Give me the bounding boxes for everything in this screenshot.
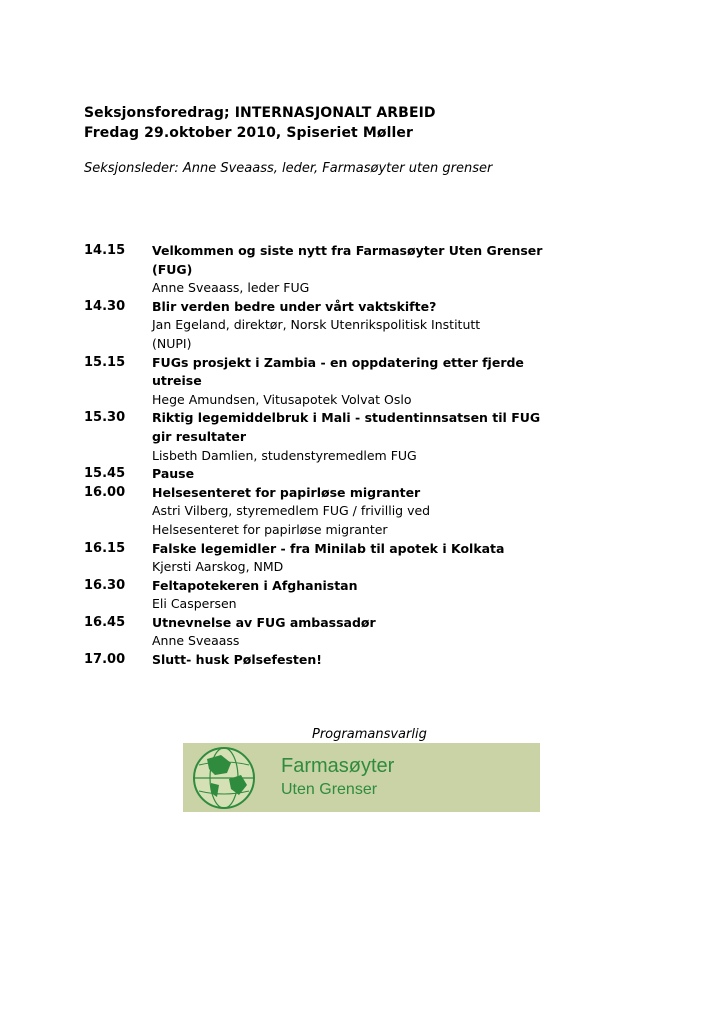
schedule-content: [152, 354, 552, 410]
schedule-content: [152, 540, 552, 577]
schedule-time: 15.30: [84, 410, 126, 426]
schedule-speaker: Lisbeth Damlien, studenstyremedlem FUG: [152, 447, 417, 463]
schedule-speaker: Anne Sveaass: [152, 633, 240, 649]
schedule-speaker: Hege Amundsen, Vitusapotek Volvat Oslo: [152, 391, 412, 407]
sponsor-label: Programansvarlig: [312, 727, 427, 742]
schedule-content: [152, 484, 552, 540]
schedule-list: [84, 242, 644, 670]
schedule-title: gir resultater: [152, 428, 247, 444]
sponsor-logo: [183, 743, 540, 812]
schedule-time: 14.15: [84, 243, 126, 258]
schedule-row: [84, 484, 644, 540]
schedule-content: [152, 298, 552, 354]
schedule-title: Blir verden bedre under vårt vaktskifte?: [152, 298, 437, 314]
schedule-content: [152, 651, 552, 670]
section-leader: Seksjonsleder: Anne Sveaass, leder, Farmasøyter uten grenser: [84, 161, 493, 176]
schedule-row: [84, 298, 644, 354]
schedule-content: [152, 577, 552, 614]
schedule-time: 14.30: [84, 298, 126, 314]
logo-name-line1: Farmasøyter: [281, 755, 395, 777]
schedule-row: [84, 354, 644, 410]
schedule-title: Feltapotekeren i Afghanistan: [152, 577, 358, 593]
schedule-time: 17.00: [84, 652, 126, 668]
schedule-time: 15.15: [84, 354, 126, 370]
schedule-time: 16.30: [84, 577, 126, 593]
document-header: [84, 103, 436, 143]
schedule-title: Slutt- husk Pølsefesten!: [152, 652, 322, 668]
schedule-title: utreise: [152, 373, 202, 389]
schedule-title: Utnevnelse av FUG ambassadør: [152, 614, 376, 630]
schedule-title: (FUG): [152, 261, 193, 277]
schedule-time: 16.45: [84, 614, 126, 630]
schedule-time: 16.00: [84, 484, 126, 500]
schedule-title: Pause: [152, 466, 195, 482]
globe-icon: [191, 745, 257, 811]
schedule-row: [84, 242, 644, 298]
schedule-row: [84, 540, 644, 577]
schedule-title: Velkommen og siste nytt fra Farmasøyter Uten Grenser: [152, 243, 543, 258]
schedule-speaker: (NUPI): [152, 335, 192, 351]
schedule-title: Helsesenteret for papirløse migranter: [152, 484, 421, 500]
schedule-speaker: Kjersti Aarskog, NMD: [152, 559, 284, 575]
schedule-content: [152, 409, 552, 465]
schedule-row: [84, 465, 644, 484]
schedule-row: [84, 577, 644, 614]
header-title: Seksjonsforedrag; INTERNASJONALT ARBEID: [84, 105, 436, 121]
schedule-time: 15.45: [84, 466, 126, 482]
schedule-row: [84, 614, 644, 651]
schedule-speaker: Anne Sveaass, leder FUG: [152, 280, 310, 296]
schedule-time: 16.15: [84, 540, 126, 556]
schedule-speaker: Jan Egeland, direktør, Norsk Utenrikspolitisk Institutt: [152, 317, 481, 333]
header-date-location: Fredag 29.oktober 2010, Spiseriet Møller: [84, 125, 413, 141]
schedule-row: [84, 409, 644, 465]
schedule-row: [84, 651, 644, 670]
schedule-title: Falske legemidler - fra Minilab til apotek i Kolkata: [152, 540, 505, 556]
schedule-speaker: Astri Vilberg, styremedlem FUG / frivillig ved: [152, 503, 431, 519]
schedule-speaker: Eli Caspersen: [152, 596, 237, 612]
logo-name-line2: Uten Grenser: [281, 781, 378, 798]
schedule-title: FUGs prosjekt i Zambia - en oppdatering etter fjerde: [152, 354, 524, 370]
schedule-speaker: Helsesenteret for papirløse migranter: [152, 521, 388, 537]
schedule-content: [152, 465, 552, 484]
schedule-content: [152, 614, 552, 651]
schedule-title: Riktig legemiddelbruk i Mali - studentinnsatsen til FUG: [152, 410, 541, 426]
schedule-content: [152, 242, 552, 298]
